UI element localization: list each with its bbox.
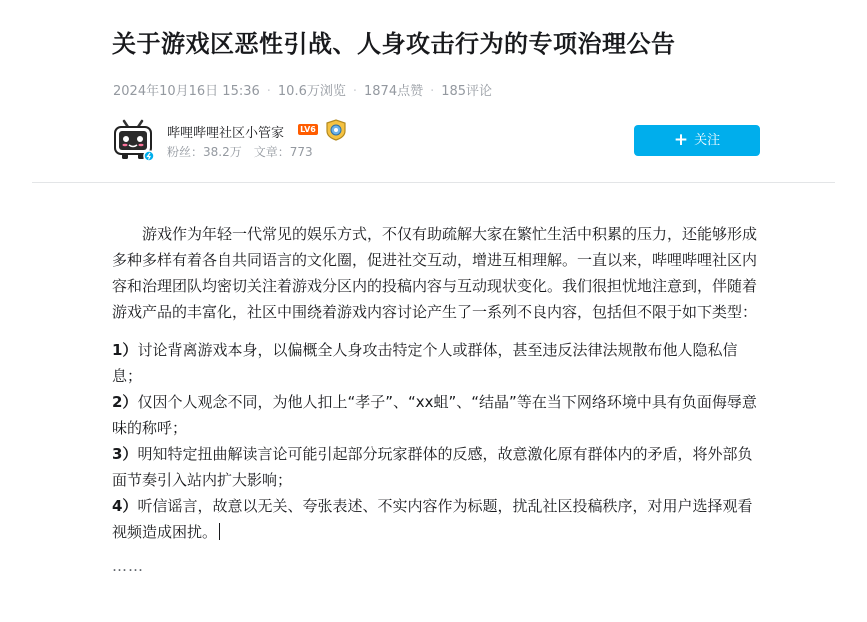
article-body	[112, 221, 762, 579]
item-text: 讨论背离游戏本身，以偏概全人身攻击特定个人或群体，甚至违反法律法规散布他人隐私信息；	[112, 341, 738, 385]
intro-paragraph: 游戏作为年轻一代常见的娱乐方式，不仅有助疏解大家在繁忙生活中积累的压力，还能够形成多种多样有着各自共同语言的文化圈，促进社交互动，增进互相理解。一直以来，哔哩哔哩社区内容和治理团队均密切关注着游戏分区内的投稿内容与互动现状变化。我们很担忧地注意到，伴随着游戏产品的丰富化，社区中围绕着游戏内容讨论产生了一系列不良内容，包括但不限于如下类型：	[112, 225, 758, 321]
articles-label: 文章：	[253, 145, 290, 159]
item-text: 听信谣言，故意以无关、夸张表述、不实内容作为标题，扰乱社区投稿秩序，对用户选择观看视频造成困扰。	[112, 497, 753, 541]
follow-label: 关注	[694, 133, 721, 148]
item-number: 4）	[112, 497, 138, 515]
like-count: 1874点赞	[364, 84, 424, 99]
avatar[interactable]	[112, 118, 156, 162]
level-badge: LV6	[298, 124, 318, 135]
item-number: 1）	[112, 341, 138, 359]
item-number: 2）	[112, 393, 138, 411]
article-title: 关于游戏区恶性引战、人身攻击行为的专项治理公告	[112, 30, 676, 58]
meta-separator: ·	[352, 84, 357, 99]
tv-mascot-icon	[112, 118, 156, 162]
ellipsis: ……	[112, 557, 144, 575]
follow-button[interactable]	[634, 125, 760, 156]
text-cursor	[219, 523, 220, 540]
author-stats	[167, 143, 313, 160]
meta-separator: ·	[430, 84, 435, 99]
author-card	[112, 118, 762, 168]
list-item	[112, 493, 762, 545]
list-item	[112, 337, 762, 389]
plus-icon: +	[673, 130, 689, 150]
publish-date: 2024年10月16日 15:36	[113, 84, 260, 99]
item-number: 3）	[112, 445, 138, 463]
divider	[32, 182, 835, 183]
articles-count: 773	[289, 145, 313, 159]
view-count: 10.6万浏览	[277, 84, 346, 99]
fans-count: 38.2万	[203, 145, 242, 159]
article-meta	[113, 80, 492, 99]
item-text: 明知特定扭曲解读言论可能引起部分玩家群体的反感，故意激化原有群体内的矛盾，将外部负面节奏引入站内扩大影响；	[112, 445, 753, 489]
list-item	[112, 389, 762, 441]
list-item	[112, 441, 762, 493]
author-name[interactable]: 哔哩哔哩社区小管家	[167, 126, 285, 141]
comment-count: 185评论	[441, 84, 493, 99]
meta-separator: ·	[266, 84, 271, 99]
medal-icon	[324, 119, 348, 141]
fans-label: 粉丝：	[167, 145, 204, 159]
item-text: 仅因个人观念不同，为他人扣上“孝子”、“xx蛆”、“结晶”等在当下网络环境中具有负面侮辱意味的称呼；	[112, 393, 757, 437]
